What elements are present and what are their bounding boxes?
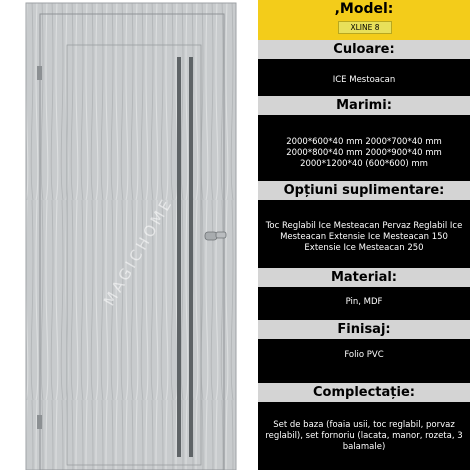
contents-heading: Complectație: xyxy=(258,383,470,402)
finish-value: Folio PVC xyxy=(344,350,384,360)
material-value: Pin, MDF xyxy=(345,297,383,307)
sizes-heading: Marimi: xyxy=(258,96,470,115)
finish-heading: Finisaj: xyxy=(258,320,470,339)
color-value: ICE Mestoacan xyxy=(332,75,396,85)
watermark-text: MAGICHOME xyxy=(100,194,177,309)
options-value: Toc Reglabil Ice Mesteacan Pervaz Reglabil Ice Mesteacan Extensie Ice Mesteacan 150 Extensie Ice Mesteacan 250 xyxy=(265,221,463,253)
options-heading: Opțiuni suplimentare: xyxy=(258,181,470,200)
spec-panel xyxy=(258,0,470,470)
sizes-value: 2000*600*40 mm 2000*700*40 mm 2000*800*40 mm 2000*900*40 mm 2000*1200*40 (600*600) mm xyxy=(286,137,442,169)
model-header xyxy=(258,0,470,42)
model-value: XLINE 8 xyxy=(338,21,392,34)
material-heading: Material: xyxy=(258,268,470,287)
model-heading: ,Model: xyxy=(334,1,394,17)
contents-value: Set de baza (foaia usii, toc reglabil, porvaz reglabil), set fornoriu (lacata, manor, rozeta, 3 balamale) xyxy=(265,420,463,452)
color-heading: Culoare: xyxy=(258,40,470,59)
